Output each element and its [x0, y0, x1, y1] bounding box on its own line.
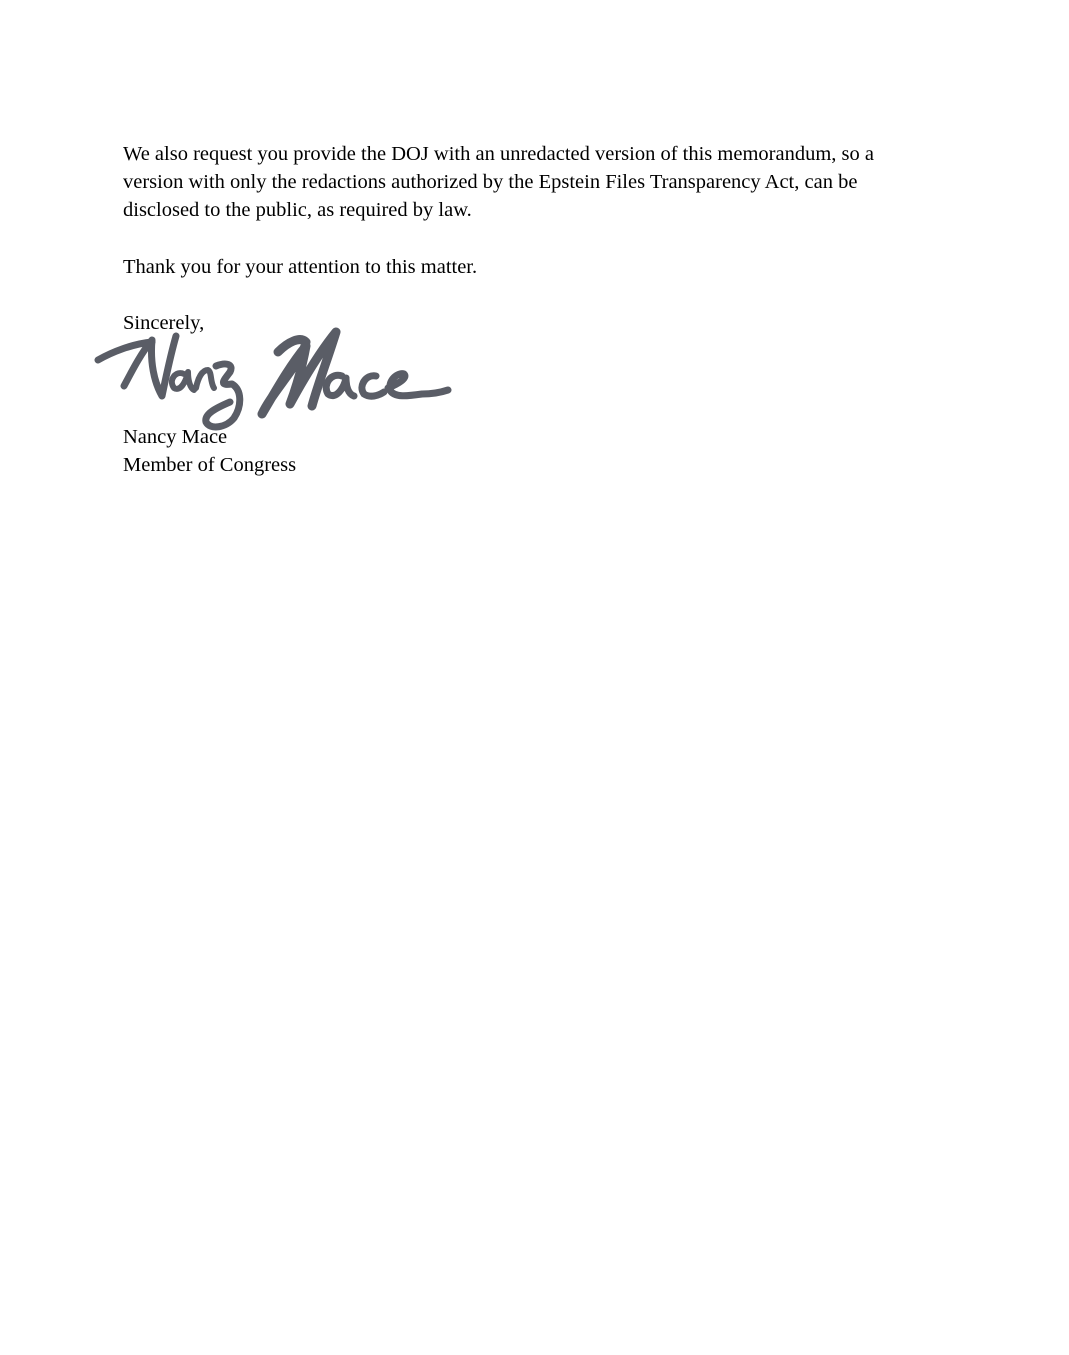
closing-salutation: Sincerely,	[123, 312, 205, 334]
signer-name: Nancy Mace	[123, 426, 228, 448]
body-paragraph-request: We also request you provide the DOJ with an unredacted version of this memorandum, so a version with only the redactions authorized by the Epstein Files Transparency Act, can be disclosed to the public, as required by law.	[123, 143, 874, 221]
signer-block	[123, 423, 923, 479]
signer-title: Member of Congress	[123, 454, 297, 476]
body-paragraph-thanks: Thank you for your attention to this matter.	[123, 256, 478, 278]
